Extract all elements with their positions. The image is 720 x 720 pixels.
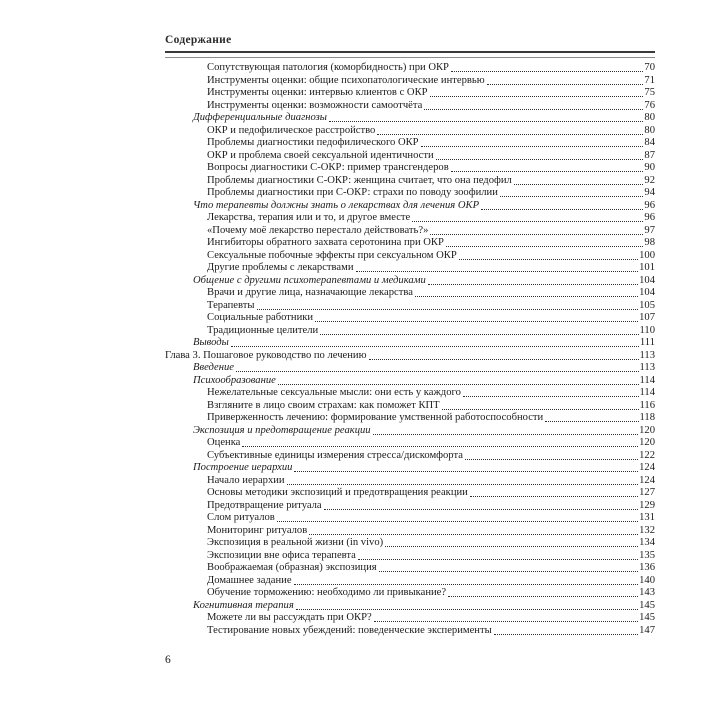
toc-entry-page: 92 (644, 174, 655, 186)
toc-entry-page: 122 (639, 449, 655, 461)
toc-entry-title: «Почему моё лекарство перестало действовать?» (207, 224, 429, 236)
toc-entry-page: 118 (639, 412, 655, 423)
toc-leader-dots (377, 134, 643, 135)
toc-entry-page: 104 (639, 287, 655, 298)
toc-leader-dots (451, 71, 643, 72)
toc-entry-page: 116 (639, 399, 655, 411)
toc-leader-dots (430, 96, 644, 97)
toc-leader-dots (470, 496, 638, 497)
toc-entry-title: Можете ли вы рассуждать при ОКР? (207, 612, 372, 623)
toc-entry (193, 425, 655, 438)
toc-entry-page: 71 (644, 74, 655, 86)
toc-entry (193, 375, 655, 388)
toc-entry-page: 87 (644, 149, 655, 161)
toc-entry-title: Другие проблемы с лекарствами (207, 262, 354, 273)
toc-entry (207, 250, 655, 263)
toc-leader-dots (545, 421, 638, 422)
toc-leader-dots (424, 109, 643, 110)
toc-entry-page: 110 (639, 324, 655, 336)
toc-leader-dots (236, 371, 639, 372)
toc-list (165, 62, 655, 637)
toc-entry-title: Психообразование (193, 374, 276, 386)
toc-leader-dots (320, 334, 638, 335)
toc-entry-page: 136 (639, 562, 655, 573)
toc-entry (207, 225, 655, 238)
toc-entry-page: 113 (639, 349, 655, 361)
toc-entry (207, 450, 655, 463)
toc-entry-title: Сопутствующая патология (коморбидность) при ОКР (207, 62, 449, 73)
toc-entry-title: ОКР и педофилическое расстройство (207, 124, 376, 136)
toc-entry (207, 312, 655, 325)
toc-leader-dots (324, 509, 638, 510)
toc-header: Содержание (165, 34, 232, 46)
toc-entry-page: 120 (639, 424, 655, 436)
toc-entry-title: Субъективные единицы измерения стресса/дискомфорта (207, 449, 463, 461)
toc-leader-dots (294, 471, 638, 472)
toc-leader-dots (379, 571, 639, 572)
toc-entry-title: Предотвращение ритуала (207, 499, 322, 511)
toc-leader-dots (465, 459, 638, 460)
toc-entry-page: 124 (639, 462, 655, 473)
toc-entry-page: 111 (639, 337, 655, 348)
toc-leader-dots (356, 271, 639, 272)
toc-leader-dots (369, 359, 639, 360)
toc-leader-dots (442, 409, 639, 410)
toc-entry (207, 287, 655, 300)
toc-entry-page: 94 (644, 187, 655, 198)
toc-entry-page: 143 (639, 587, 655, 598)
toc-leader-dots (463, 396, 639, 397)
toc-entry-title: Инструменты оценки: возможности самоотчёта (207, 99, 423, 111)
toc-entry-title: Слом ритуалов (207, 512, 275, 523)
toc-entry-title: Проблемы диагностики педофилического ОКР (207, 137, 419, 148)
toc-entry-title: Мониторинг ритуалов (207, 524, 308, 536)
toc-entry-title: Введение (193, 362, 234, 373)
toc-entry-title: Лекарства, терапия или и то, и другое вместе (207, 212, 411, 223)
toc-entry (207, 475, 655, 488)
toc-entry-title: Проблемы диагностики при С-ОКР: страхи по поводу зоофилии (207, 187, 498, 198)
toc-entry-title: Взгляните в лицо своим страхам: как поможет КПТ (207, 399, 440, 411)
toc-entry-page: 114 (639, 374, 655, 386)
toc-entry-page: 132 (639, 524, 655, 536)
toc-entry-title: Построение иерархии (193, 462, 293, 473)
toc-entry-title: Вопросы диагностики С-ОКР: пример трансгендеров (207, 162, 449, 173)
toc-entry (207, 512, 655, 525)
toc-entry-page: 84 (644, 137, 655, 148)
toc-leader-dots (373, 434, 639, 435)
toc-entry (207, 500, 655, 513)
toc-entry-title: Выводы (193, 337, 229, 348)
toc-leader-dots (277, 521, 638, 522)
toc-leader-dots (257, 309, 639, 310)
toc-leader-dots (446, 246, 644, 247)
toc-entry (207, 125, 655, 138)
toc-entry-page: 147 (639, 624, 655, 636)
toc-entry (193, 200, 655, 213)
toc-entry-page: 98 (644, 237, 655, 248)
toc-entry (207, 562, 655, 575)
toc-leader-dots (242, 446, 638, 447)
toc-entry-page: 96 (644, 199, 655, 211)
toc-leader-dots (428, 284, 638, 285)
toc-entry-title: Тестирование новых убеждений: поведенческие эксперименты (207, 624, 492, 636)
toc-entry-title: Оценка (207, 437, 241, 448)
toc-entry-title: Приверженность лечению: формирование умственной работоспособности (207, 412, 544, 423)
toc-entry-page: 76 (644, 99, 655, 111)
toc-entry (207, 612, 655, 625)
toc-entry-page: 80 (644, 124, 655, 136)
toc-entry-page: 70 (644, 62, 655, 73)
toc-leader-dots (385, 546, 638, 547)
header-rule (165, 51, 655, 58)
toc-leader-dots (421, 146, 644, 147)
toc-entry-title: Проблемы диагностики С-ОКР: женщина считает, что она педофил (207, 174, 512, 186)
toc-entry-title: Воображаемая (образная) экспозиция (207, 562, 377, 573)
toc-leader-dots (448, 596, 638, 597)
toc-leader-dots (514, 184, 644, 185)
toc-entry-page: 145 (639, 599, 655, 611)
toc-leader-dots (412, 221, 643, 222)
toc-entry-title: Дифференциальные диагнозы (193, 112, 327, 123)
toc-entry (193, 112, 655, 125)
toc-entry-page: 105 (639, 299, 655, 311)
toc-entry (193, 362, 655, 375)
toc-leader-dots (415, 296, 638, 297)
toc-entry (207, 587, 655, 600)
toc-entry (207, 325, 655, 338)
toc-entry (165, 350, 655, 363)
toc-entry-page: 145 (639, 612, 655, 623)
toc-leader-dots (296, 609, 638, 610)
toc-entry (207, 62, 655, 75)
toc-entry (207, 525, 655, 538)
toc-entry-title: Терапевты (207, 299, 255, 311)
toc-entry (193, 600, 655, 613)
toc-entry-title: Инструменты оценки: интервью клиентов с ОКР (207, 87, 428, 98)
toc-entry (207, 625, 655, 638)
toc-leader-dots (436, 159, 644, 160)
toc-entry (207, 237, 655, 250)
toc-entry (193, 462, 655, 475)
toc-entry-page: 129 (639, 499, 655, 511)
toc-entry-title: ОКР и проблема своей сексуальной идентичности (207, 149, 434, 161)
toc-entry-title: Нежелательные сексуальные мысли: они есть у каждого (207, 387, 461, 398)
toc-entry-page: 135 (639, 549, 655, 561)
toc-entry-page: 124 (639, 474, 655, 486)
toc-entry (207, 87, 655, 100)
toc-entry-title: Общение с другими психотерапевтами и медиками (193, 274, 426, 286)
toc-leader-dots (481, 209, 643, 210)
toc-entry-page: 104 (639, 274, 655, 286)
toc-entry-page: 100 (639, 249, 655, 261)
toc-entry-page: 90 (644, 162, 655, 173)
toc-leader-dots (287, 484, 639, 485)
toc-leader-dots (278, 384, 639, 385)
toc-entry (207, 550, 655, 563)
toc-entry-title: Начало иерархии (207, 474, 285, 486)
toc-entry (207, 137, 655, 150)
toc-entry (207, 300, 655, 313)
toc-entry-page: 113 (639, 362, 655, 373)
toc-entry (207, 150, 655, 163)
toc-entry-page: 131 (639, 512, 655, 523)
toc-leader-dots (294, 584, 639, 585)
toc-entry-title: Экспозиция и предотвращение реакции (193, 424, 371, 436)
toc-entry (207, 487, 655, 500)
page-number: 6 (165, 654, 171, 666)
toc-entry-page: 101 (639, 262, 655, 273)
toc-leader-dots (487, 84, 644, 85)
toc-leader-dots (494, 634, 638, 635)
toc-entry-title: Социальные работники (207, 312, 314, 323)
toc-leader-dots (358, 559, 638, 560)
toc-entry-title: Глава 3. Пошаговое руководство по лечению (165, 349, 367, 361)
toc-entry-page: 120 (639, 437, 655, 448)
toc-entry (207, 212, 655, 225)
toc-entry (207, 575, 655, 588)
toc-entry-page: 134 (639, 537, 655, 548)
toc-leader-dots (315, 321, 638, 322)
toc-entry-page: 114 (639, 387, 655, 398)
toc-entry-title: Врачи и другие лица, назначающие лекарства (207, 287, 413, 298)
toc-entry (207, 75, 655, 88)
toc-entry (193, 337, 655, 350)
toc-entry-page: 75 (644, 87, 655, 98)
toc-entry (207, 387, 655, 400)
toc-entry-title: Когнитивная терапия (193, 599, 294, 611)
toc-leader-dots (309, 534, 638, 535)
toc-entry-page: 97 (644, 224, 655, 236)
toc-entry-title: Экспозиция в реальной жизни (in vivo) (207, 537, 384, 548)
toc-leader-dots (451, 171, 644, 172)
toc-entry (207, 100, 655, 113)
toc-entry-title: Основы методики экспозиций и предотвращения реакции (207, 487, 468, 498)
toc-entry-title: Что терапевты должны знать о лекарствах для лечения ОКР (193, 199, 480, 211)
toc-entry-page: 107 (639, 312, 655, 323)
toc-entry (207, 412, 655, 425)
toc-leader-dots (459, 259, 638, 260)
toc-entry-title: Инструменты оценки: общие психопатологические интервью (207, 74, 485, 86)
toc-entry (193, 275, 655, 288)
toc-entry (207, 537, 655, 550)
toc-leader-dots (231, 346, 639, 347)
toc-entry-page: 127 (639, 487, 655, 498)
toc-entry-page: 96 (644, 212, 655, 223)
toc-leader-dots (500, 196, 644, 197)
toc-entry (207, 400, 655, 413)
toc-entry-page: 140 (639, 574, 655, 586)
toc-entry-title: Домашнее задание (207, 574, 292, 586)
toc-entry-title: Обучение торможению: необходимо ли привыкание? (207, 587, 447, 598)
toc-entry-page: 80 (644, 112, 655, 123)
toc-entry (207, 437, 655, 450)
toc-entry-title: Сексуальные побочные эффекты при сексуальном ОКР (207, 249, 457, 261)
toc-leader-dots (329, 121, 643, 122)
toc-leader-dots (430, 234, 643, 235)
toc-entry-title: Традиционные целители (207, 324, 319, 336)
toc-entry (207, 162, 655, 175)
toc-entry (207, 175, 655, 188)
toc-entry (207, 187, 655, 200)
toc-leader-dots (374, 621, 638, 622)
toc-entry (207, 262, 655, 275)
toc-entry-title: Экспозиции вне офиса терапевта (207, 549, 356, 561)
toc-entry-title: Ингибиторы обратного захвата серотонина при ОКР (207, 237, 444, 248)
